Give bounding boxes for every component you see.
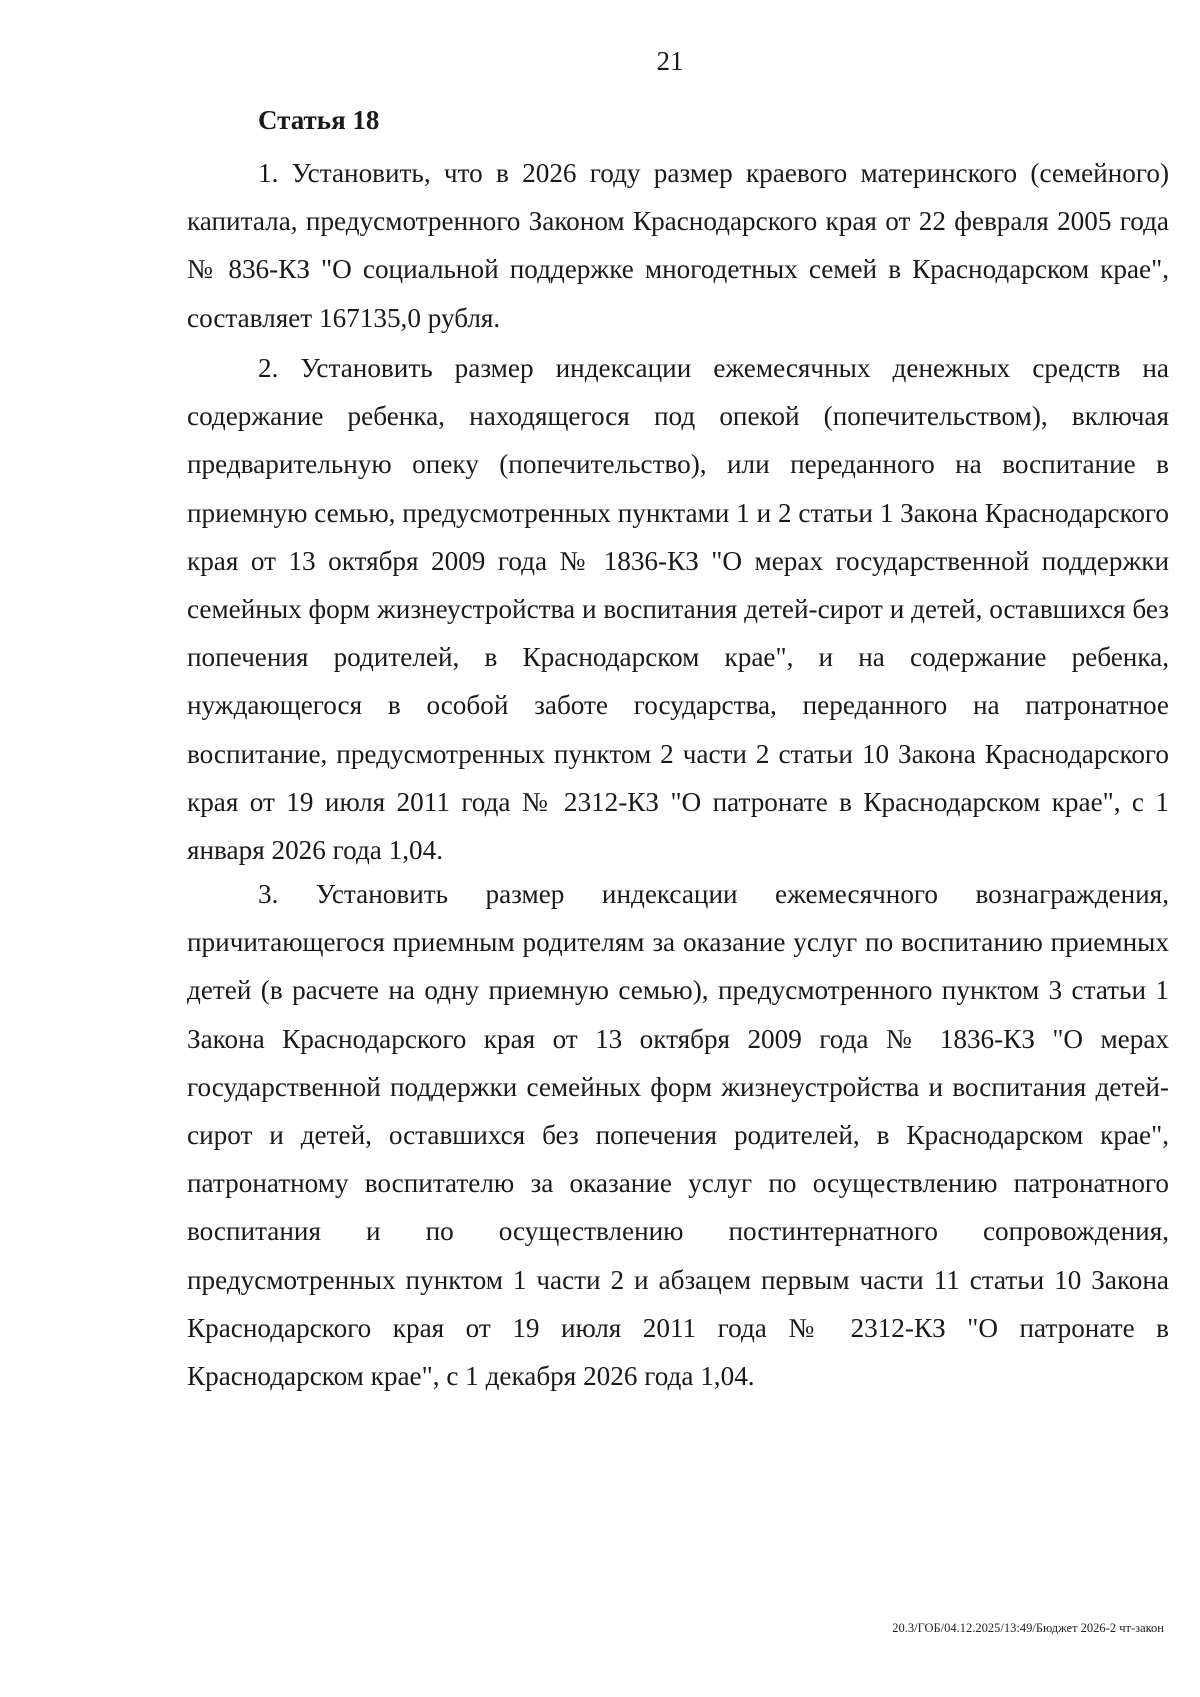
article-paragraph-3: 3. Установить размер индексации ежемесячного вознаграждения, причитающегося приемным родителям за оказание услуг по воспитанию приемных детей (в расчете на одну приемную семью), предусмотренного пунктом 3 статьи 1 Закона Краснодарского края от 13 октября 2009 года № 1836-КЗ "О мерах государственной поддержки семейных форм жизнеустройства и воспитания детей-сирот и детей, оставшихся без попечения родителей, в Краснодарском крае", патронатному воспитателю за оказание услуг по осуществлению патронатного воспитания и по осуществлению постинтернатного сопровождения, предусмотренных пунктом 1 части 2 и абзацем первым части 11 статьи 10 Закона Краснодарского края от 19 июля 2011 года № 2312-КЗ "О патронате в Краснодарском крае", с 1 декабря 2026 года 1,04. [187, 879, 1169, 1392]
footer-document-code: 20.3/ГОБ/04.12.2025/13:49/Бюджет 2026-2 чт-закон [892, 1621, 1164, 1635]
page-number: 21 [656, 46, 684, 76]
article-heading: Статья 18 [258, 105, 380, 135]
article-paragraph-1: 1. Установить, что в 2026 году размер краевого материнского (семейного) капитала, предусмотренного Законом Краснодарского края от 22 февраля 2005 года № 836-КЗ "О социальной поддержке многодетных семей в Краснодарском крае", составляет 167135,0 рубля. [187, 158, 1169, 333]
article-paragraph-2: 2. Установить размер индексации ежемесячных денежных средств на содержание ребенка, находящегося под опекой (попечительством), включая предварительную опеку (попечительство), или переданного на воспитание в приемную семью, предусмотренных пунктами 1 и 2 статьи 1 Закона Краснодарского края от 13 октября 2009 года № 1836-КЗ "О мерах государственной поддержки семейных форм жизнеустройства и воспитания детей-сирот и детей, оставшихся без попечения родителей, в Краснодарском крае", и на содержание ребенка, нуждающегося в особой заботе государства, переданного на патронатное воспитание, предусмотренных пунктом 2 части 2 статьи 10 Закона Краснодарского края от 19 июля 2011 года № 2312-КЗ "О патронате в Краснодарском крае", с 1 января 2026 года 1,04. [187, 353, 1169, 866]
